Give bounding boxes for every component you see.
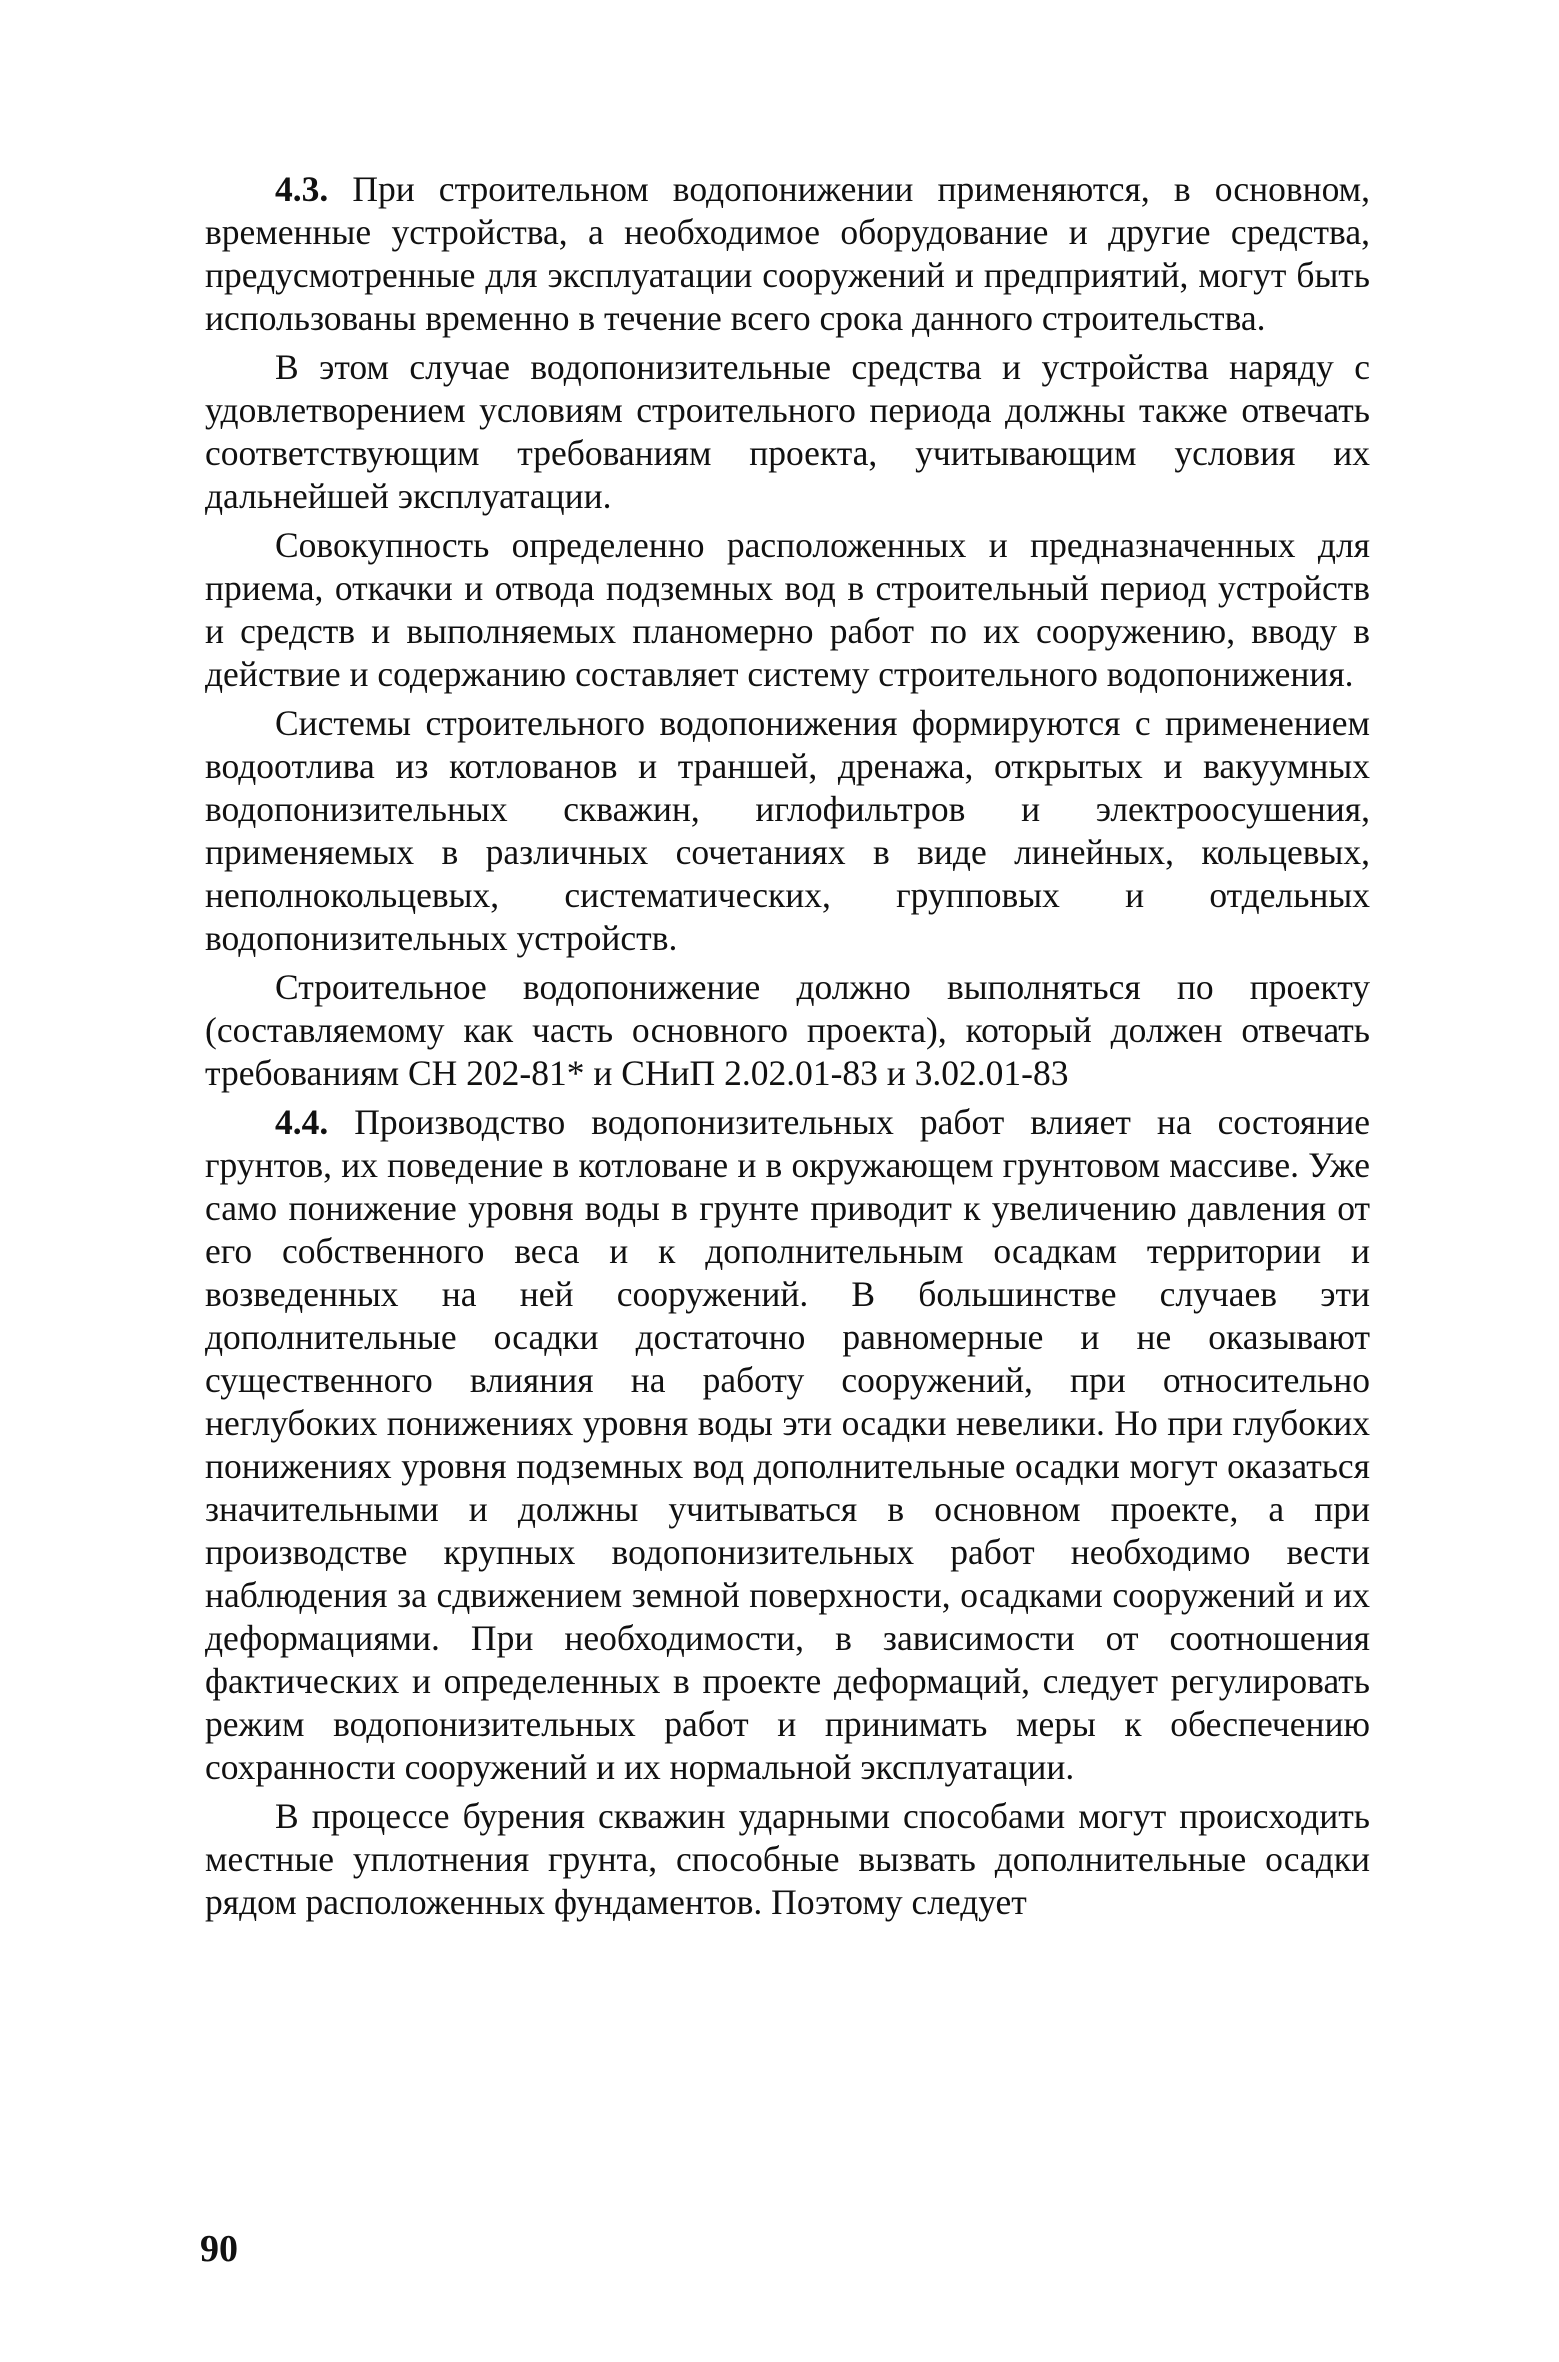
page-body bbox=[205, 168, 1370, 1924]
paragraph bbox=[205, 702, 1370, 960]
paragraph-4-3 bbox=[205, 168, 1370, 340]
page-number: 90 bbox=[200, 2228, 238, 2270]
paragraph-text: Строительное водопонижение должно выполняться по проекту (составляемому как часть основного проекта), который должен отвечать требованиям СН 202-81* и СНиП 2.02.01-83 и 3.02.01-83 bbox=[205, 967, 1370, 1093]
paragraph-text: Производство водопонизительных работ влияет на состояние грунтов, их поведение в котловане и в окружающем грунтовом массиве. Уже само понижение уровня воды в грунте приводит к увеличению давления от его собственного веса и к дополнительным осадкам территории и возведенных на ней сооружений. В большинстве случаев эти дополнительные осадки достаточно равномерные и не оказывают существенного влияния на работу сооружений, при относительно неглубоких понижениях уровня воды эти осадки невелики. Но при глубоких понижениях уровня подземных вод дополнительные осадки могут оказаться значительными и должны учитываться в основном проекте, а при производстве крупных водопонизительных работ необходимо вести наблюдения за сдвижением земной поверхности, осадками сооружений и их деформациями. При необходимости, в зависимости от соотношения фактических и определенных в проекте деформаций, следует регулировать режим водопонизительных работ и принимать меры к обеспечению сохранности сооружений и их нормальной эксплуатации. bbox=[205, 1102, 1370, 1787]
paragraph-text: Системы строительного водопонижения формируются с применением водоотлива из котлованов и траншей, дренажа, открытых и вакуумных водопонизительных скважин, иглофильтров и электроосушения, применяемых в различных сочетаниях в виде линейных, кольцевых, неполнокольцевых, систематических, групповых и отдельных водопонизительных устройств. bbox=[205, 703, 1370, 958]
paragraph-text: При строительном водопонижении применяются, в основном, временные устройства, а необходимое оборудование и другие средства, предусмотренные для эксплуатации сооружений и предприятий, могут быть использованы временно в течение всего срока данного строительства. bbox=[205, 169, 1371, 338]
paragraph-text: В процессе бурения скважин ударными способами могут происходить местные уплотнения грунта, способные вызвать дополнительные осадки рядом расположенных фундаментов. Поэтому следует bbox=[205, 1796, 1370, 1922]
paragraph bbox=[205, 1795, 1370, 1924]
paragraph bbox=[205, 346, 1370, 518]
paragraph bbox=[205, 524, 1370, 696]
section-number: 4.4. bbox=[275, 1102, 329, 1142]
paragraph-4-4 bbox=[205, 1101, 1370, 1789]
section-number: 4.3. bbox=[275, 169, 329, 209]
paragraph-text: В этом случае водопонизительные средства и устройства наряду с удовлетворением условиям строительного периода должны также отвечать соответствующим требованиям проекта, учитывающим условия их дальнейшей эксплуатации. bbox=[205, 347, 1370, 516]
paragraph-text: Совокупность определенно расположенных и предназначенных для приема, откачки и отвода подземных вод в строительный период устройств и средств и выполняемых планомерно работ по их сооружению, вводу в действие и содержанию составляет систему строительного водопонижения. bbox=[205, 525, 1370, 694]
paragraph bbox=[205, 966, 1370, 1095]
